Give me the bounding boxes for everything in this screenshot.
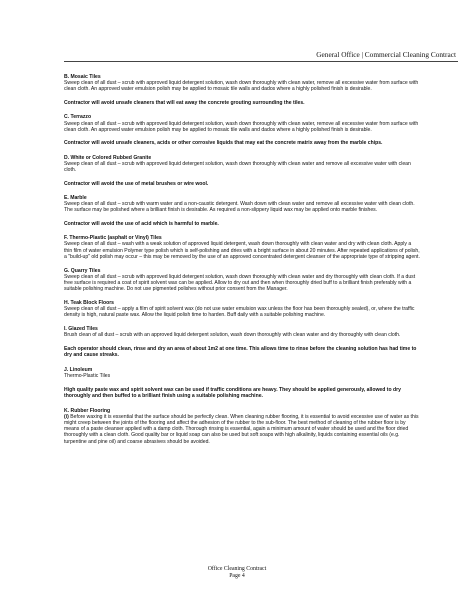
section-title: G. Quarry Tiles xyxy=(64,267,101,274)
section-title: H. Teak Block Floors xyxy=(64,299,115,306)
paragraph-marker: (i) xyxy=(64,413,69,420)
section-rubber-flooring xyxy=(64,408,420,445)
page-number: Page 4 xyxy=(229,573,245,579)
section-mosaic-tiles xyxy=(64,74,420,93)
section-body: Sweep clean of all dust – wash with a weak solution of approved liquid detergent, wash down thoroughly with clean water and dry with clean cloth. Apply a thin film of water emulsion Polymer type polish which is self-polishing and dries with a bright surface in about 20 minutes. After repeated applications of polish, a "build-up" old polish may occur – this may be removed by the use of an approved concentrated detergent cleanser of the appropriate type of stripping agent. xyxy=(64,241,420,260)
section-title: E. Marble xyxy=(64,194,87,201)
section-body: Brush clean of all dust – scrub with an approved liquid detergent solution, wash down thoroughly with clean water and dry thoroughly with clean cloth. xyxy=(64,332,401,339)
section-rubbed-granite xyxy=(64,155,420,174)
header-divider xyxy=(64,61,458,62)
section-title: I. Glazed Tiles xyxy=(64,325,98,332)
contractor-notice-grouting: Contractor will avoid unsafe cleaners that will eat away the concrete grouting surrounding the tiles. xyxy=(64,100,305,107)
section-body: Sweep clean of all dust – scrub with approved liquid detergent solution, wash down thoroughly with clean water, remove all excessive water from surface with clean cloth. An approved water emulsion polish may be applied to mosaic tile walls and dados where a highly polished finish is desirable. xyxy=(64,120,419,133)
section-body: Thermo-Plastic Tiles xyxy=(64,373,111,379)
footer-title: Office Cleaning Contract xyxy=(207,566,267,572)
section-title: J. Linoleum xyxy=(64,366,93,373)
section-title: B. Mosaic Tiles xyxy=(64,74,101,80)
document-body xyxy=(64,74,420,452)
section-thermo-plastic-tiles xyxy=(64,235,420,260)
contractor-notice-acid: Contractor will avoid the use of acid which is harmful to marble. xyxy=(64,221,219,228)
wax-notice: High quality paste wax and spirit solvent wax can be used if traffic conditions are heavy. They should be applied generously, allowed to dry thoroughly and then buffed to a brilliant finish using a suitable polishing machine. xyxy=(64,386,401,399)
running-header: General Office | Commercial Cleaning Contract xyxy=(316,50,456,59)
section-body: Sweep clean of all dust – scrub with approved liquid detergent solution, wash down thoroughly with clean water, remove all excessive water from surface with clean cloth. An approved water emulsion polish may be applied to mosaic tile walls and dados where a highly polished finish is desirable. xyxy=(64,80,419,93)
section-body: Sweep clean of all dust – scrub with approved liquid detergent solution, wash down thoroughly with clean water and remove all excessive water with clean cloth. xyxy=(64,160,411,174)
section-title: K. Rubber Flooring xyxy=(64,407,111,414)
paragraph-text: Before waxing it is essential that the surface should be perfectly clean. When cleaning rubber flooring, it is essential to avoid excessive use of water as this might creep between the joints of the flooring and affect the adhesion of the rubber to the sub-floor. The best method of cleaning of the rubber floor is by means of a paste cleanser applied with a damp cloth. Thorough rinsing is essential, again a minimum amount of water should be used and the floor dried thoroughly with a clean cloth. Good quality bar or liquid soap can also be used but soft soaps with high alkalinity, liquids containing essential oils (e.g. turpentine and pine oil) and coarse abrasives should be avoided. xyxy=(64,413,419,445)
section-title: C. Terrazzo xyxy=(64,114,92,121)
section-linoleum xyxy=(64,367,420,379)
section-body: Sweep clean of all dust – scrub with approved liquid detergent solution, wash down thoroughly with clean water and dry thoroughly with clean cloth. If a dust free surface is required a coat of spirit solvent wax can be applied. Allow to dry out and then when thoroughly dried buff to a brilliant finish preferably with a suitable polishing machine. Do not use pigmented polishes without prior consent from the Manager. xyxy=(64,273,416,293)
contractor-notice-corrosive: Contractor will avoid unsafe cleaners, acids or other corrosive liquids that may eat the concrete matrix away from the marble chips. xyxy=(64,140,383,147)
section-quarry-tiles xyxy=(64,268,420,293)
operator-notice-rinse: Each operator should clean, rinse and dry an area of about 1m2 at one time. This allows time to rinse before the cleaning solution has had time to dry and cause streaks. xyxy=(64,345,417,359)
section-title: F. Thermo-Plastic (asphalt or Vinyl) Tiles xyxy=(64,235,162,242)
contractor-notice-metal-brushes: Contractor will avoid the use of metal brushes or wire wool. xyxy=(64,180,209,187)
section-body xyxy=(64,414,420,445)
section-teak-block-floors xyxy=(64,300,420,319)
section-body: Sweep clean of all dust – apply a film of spirit solvent wax (do not use water emulsion wax unless the floor has been thoroughly sealed), or, where the traffic density is high, natural paste wax. Allow the liquid polish time to harden. Buff daily with a suitable polishing machine. xyxy=(64,306,415,319)
section-glazed-tiles xyxy=(64,326,420,338)
section-title: D. White or Colored Rubbed Granite xyxy=(64,154,152,161)
section-marble xyxy=(64,195,420,214)
section-body: Sweep clean of all dust – scrub with warm water and a non-caustic detergent. Wash down with clean water and remove all excessive water with clean cloth. The surface may be polished where a brilliant finish is desirable. As required a non-slippery liquid wax may be applied onto marble finishes. xyxy=(64,201,415,214)
section-terrazzo xyxy=(64,114,420,133)
